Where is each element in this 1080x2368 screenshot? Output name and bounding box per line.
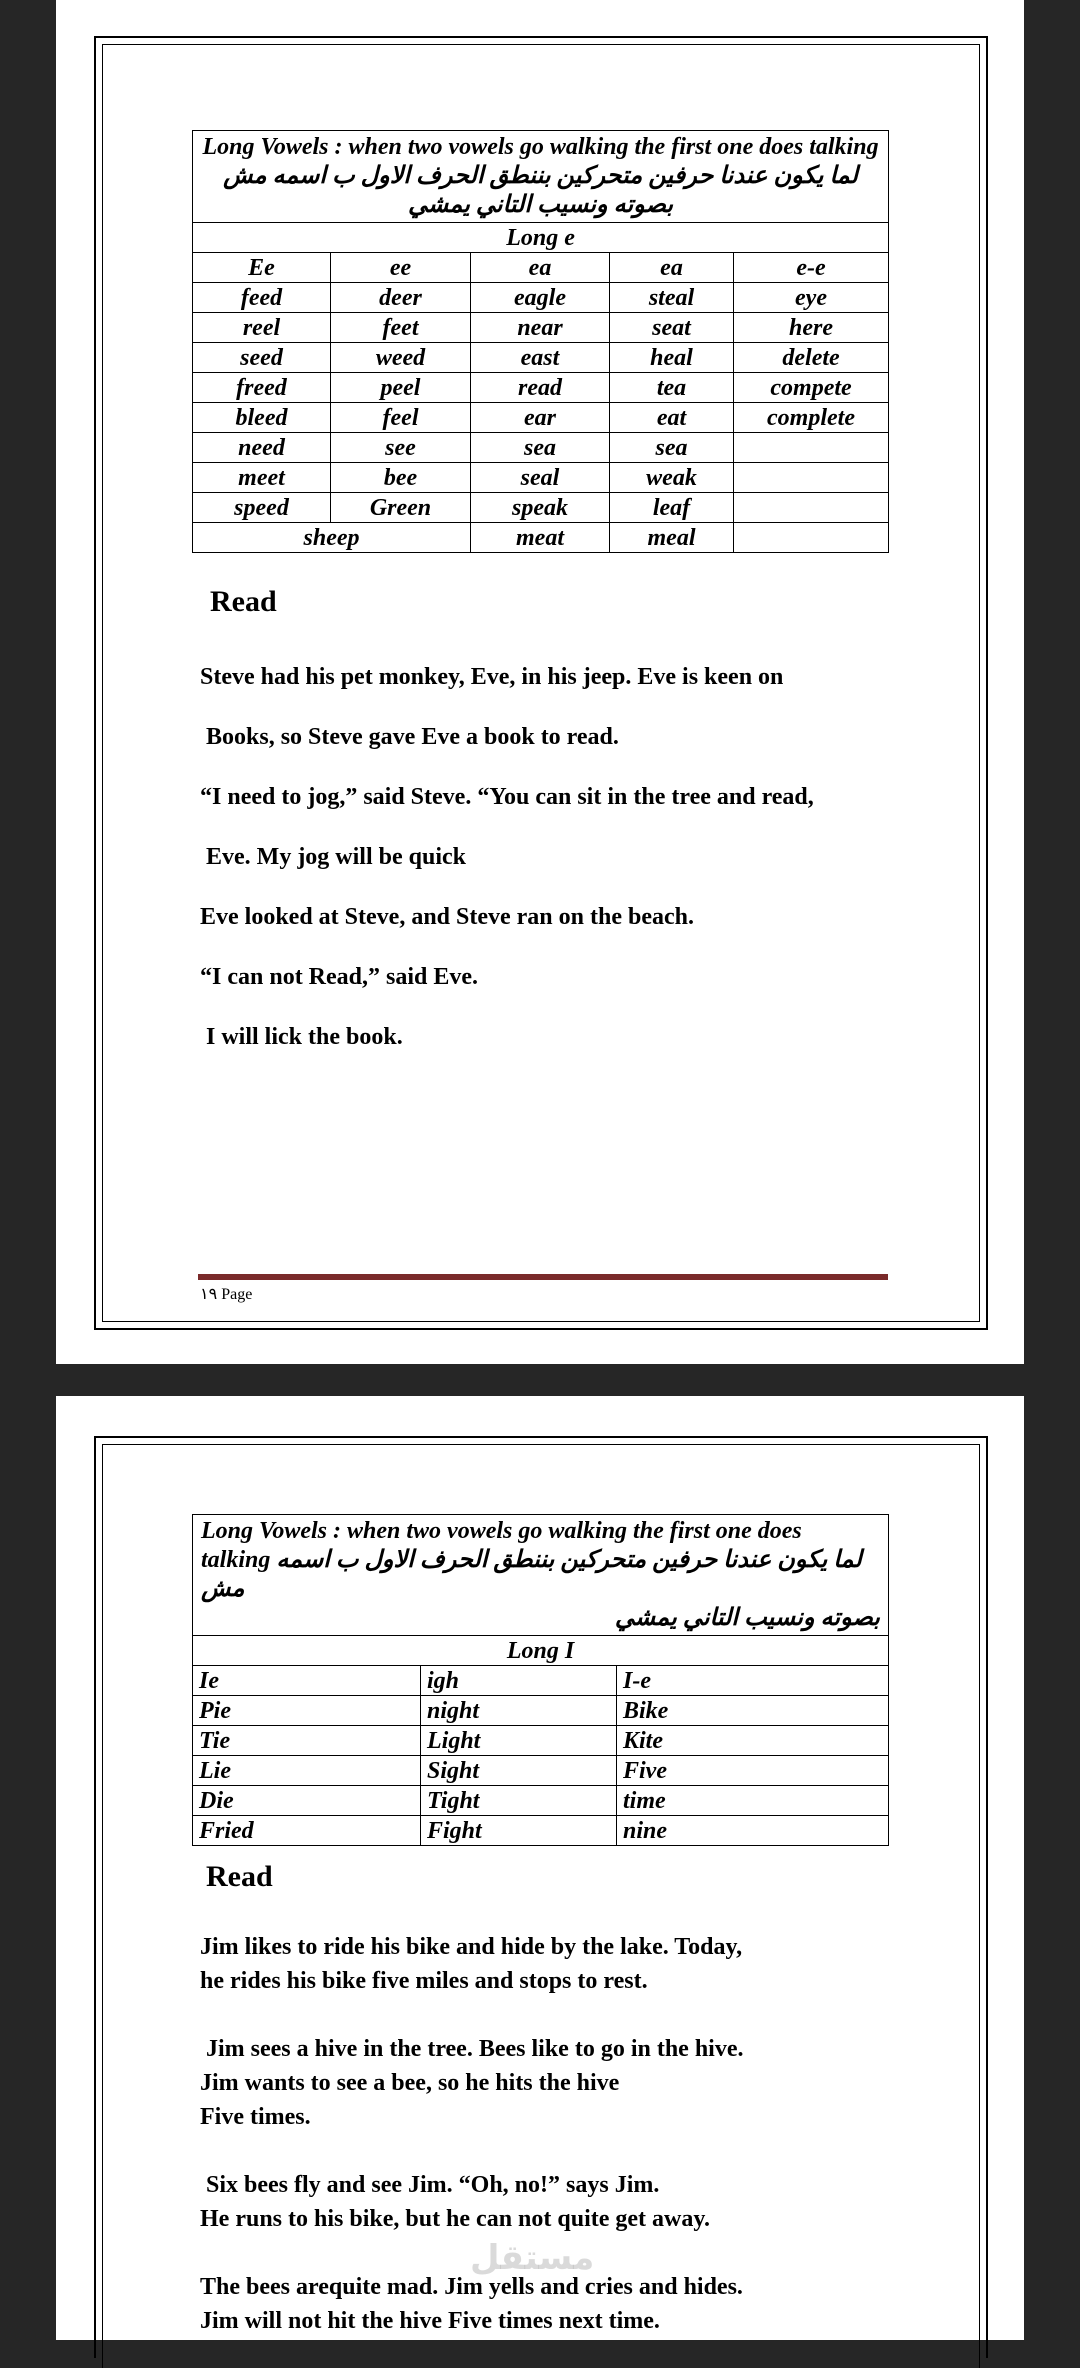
story-line: Jim wants to see a bee, so he hits the hive: [200, 2070, 620, 2096]
story-line: Jim will not hit the hive Five times next time.: [200, 2308, 660, 2334]
table-cell: [734, 493, 889, 523]
table-cell: leaf: [610, 493, 734, 523]
table-cell: weak: [610, 463, 734, 493]
table-cell: Bike: [617, 1696, 889, 1726]
table-cell: read: [471, 373, 610, 403]
column-header: ea: [610, 253, 734, 283]
column-headers: [193, 253, 889, 283]
table-cell: weed: [331, 343, 471, 373]
story-line: “I can not Read,” said Eve.: [200, 964, 479, 990]
column-header: ea: [471, 253, 610, 283]
table-header: [193, 1515, 889, 1636]
column-headers: [193, 1666, 889, 1696]
page-number: ١٩ Page: [200, 1286, 253, 1303]
column-header: e-e: [734, 253, 889, 283]
header-english: Long Vowels : when two vowels go walking the first one does talking: [202, 134, 879, 160]
table-cell: Lie: [193, 1756, 421, 1786]
table-cell: tea: [610, 373, 734, 403]
table-cell: bee: [331, 463, 471, 493]
table-cell: [734, 433, 889, 463]
story-line: Steve had his pet monkey, Eve, in his jeep. Eve is keen on: [200, 664, 784, 690]
table-cell: compete: [734, 373, 889, 403]
table-cell: feet: [331, 313, 471, 343]
table-cell: meet: [193, 463, 331, 493]
table-cell: reel: [193, 313, 331, 343]
table-cell: meat: [471, 523, 610, 553]
table-cell: ear: [471, 403, 610, 433]
table-cell: [734, 523, 889, 553]
story-line: “I need to jog,” said Steve. “You can sit in the tree and read,: [200, 784, 814, 810]
document-page-1: [56, 0, 1024, 1364]
read-heading: Read: [206, 1860, 273, 1893]
story-line: Jim sees a hive in the tree. Bees like to go in the hive.: [206, 2036, 744, 2062]
header-english: Long Vowels : when two vowels go walking the first one does: [201, 1518, 802, 1544]
table-cell: sea: [471, 433, 610, 463]
table-cell: Green: [331, 493, 471, 523]
table-cell: complete: [734, 403, 889, 433]
table-row: [193, 1816, 889, 1846]
column-header: Ie: [193, 1666, 421, 1696]
table-cell: sheep: [193, 523, 471, 553]
table-cell: Fight: [421, 1816, 617, 1846]
column-header: igh: [421, 1666, 617, 1696]
table-cell: speed: [193, 493, 331, 523]
table-row: [193, 1756, 889, 1786]
table-title: Long I: [193, 1636, 889, 1666]
table-row: [193, 373, 889, 403]
table-cell: near: [471, 313, 610, 343]
column-header: I-e: [617, 1666, 889, 1696]
table-cell: seed: [193, 343, 331, 373]
story-line: he rides his bike five miles and stops to rest.: [200, 1968, 648, 1994]
column-header: ee: [331, 253, 471, 283]
table-cell: Sight: [421, 1756, 617, 1786]
table-cell: feed: [193, 283, 331, 313]
header-arabic-line2: بصوته ونسيب التاني يمشي: [614, 1605, 880, 1631]
story-line: Jim likes to ride his bike and hide by the lake. Today,: [200, 1934, 743, 1960]
story-line: Books, so Steve gave Eve a book to read.: [206, 724, 619, 750]
table-cell: [734, 463, 889, 493]
table-row: [193, 313, 889, 343]
table-cell: heal: [610, 343, 734, 373]
table-cell: here: [734, 313, 889, 343]
table-cell: time: [617, 1786, 889, 1816]
table-cell: eagle: [471, 283, 610, 313]
story-line: Six bees fly and see Jim. “Oh, no!” says Jim.: [206, 2172, 660, 2198]
table-cell: Tie: [193, 1726, 421, 1756]
table-cell: night: [421, 1696, 617, 1726]
table-cell: freed: [193, 373, 331, 403]
table-cell: delete: [734, 343, 889, 373]
story-line: The bees arequite mad. Jim yells and cries and hides.: [200, 2274, 743, 2300]
story-line: Eve looked at Steve, and Steve ran on the beach.: [200, 904, 694, 930]
table-cell: Pie: [193, 1696, 421, 1726]
table-cell: eye: [734, 283, 889, 313]
table-row: [193, 433, 889, 463]
table-cell: eat: [610, 403, 734, 433]
table-row: [193, 403, 889, 433]
table-row: [193, 1786, 889, 1816]
table-header: [193, 131, 889, 223]
table-cell: see: [331, 433, 471, 463]
table-cell: sea: [610, 433, 734, 463]
table-cell: Kite: [617, 1726, 889, 1756]
table-cell: bleed: [193, 403, 331, 433]
table-cell: Five: [617, 1756, 889, 1786]
table-cell: nine: [617, 1816, 889, 1846]
story-line: He runs to his bike, but he can not quite get away.: [200, 2206, 711, 2232]
table-cell: seat: [610, 313, 734, 343]
reading-passage: [200, 647, 980, 1067]
table-row: [193, 1696, 889, 1726]
table-row: [193, 523, 889, 553]
story-line: Five times.: [200, 2104, 311, 2130]
table-cell: Fried: [193, 1816, 421, 1846]
column-header: Ee: [193, 253, 331, 283]
watermark-logo: مستقل: [470, 2238, 595, 2278]
document-page-2: [56, 1396, 1024, 2340]
table-cell: need: [193, 433, 331, 463]
table-cell: Die: [193, 1786, 421, 1816]
header-arabic: لما يكون عندنا حرفين متحركين بننطق الحرف الاول ب اسمه مش بصوته ونسيب التاني يمشي: [223, 163, 858, 218]
table-cell: Tight: [421, 1786, 617, 1816]
table-cell: peel: [331, 373, 471, 403]
table-row: [193, 343, 889, 373]
table-cell: deer: [331, 283, 471, 313]
table-cell: east: [471, 343, 610, 373]
story-line: Eve. My jog will be quick: [206, 844, 467, 870]
header-arabic: لما يكون عندنا حرفين متحركين بننطق الحرف الاول ب اسمه مش: [201, 1547, 862, 1602]
story-line: I will lick the book.: [206, 1024, 403, 1050]
read-heading: Read: [210, 585, 277, 618]
long-e-table: [192, 130, 889, 553]
footer-rule: [198, 1274, 888, 1280]
table-cell: seal: [471, 463, 610, 493]
table-row: [193, 493, 889, 523]
table-row: [193, 1726, 889, 1756]
table-cell: Light: [421, 1726, 617, 1756]
table-cell: speak: [471, 493, 610, 523]
table-row: [193, 283, 889, 313]
table-cell: feel: [331, 403, 471, 433]
table-cell: meal: [610, 523, 734, 553]
table-row: [193, 463, 889, 493]
long-i-table: [192, 1514, 889, 1846]
table-cell: steal: [610, 283, 734, 313]
header-english-line2: talking: [201, 1547, 271, 1573]
table-title: Long e: [193, 223, 889, 253]
